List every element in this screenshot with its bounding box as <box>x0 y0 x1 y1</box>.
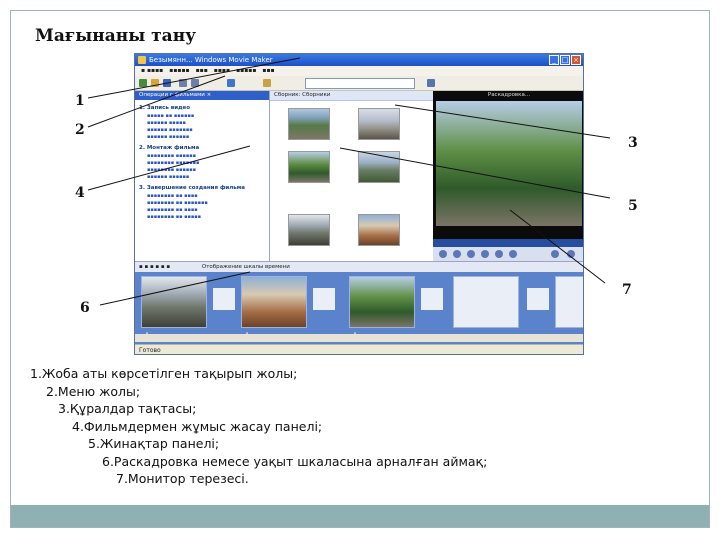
callout-1: 1 <box>75 93 85 109</box>
callout-line-1 <box>88 58 300 98</box>
legend-item: 3.Құралдар тақтасы; <box>58 401 197 416</box>
monitor-title: Раскадровка... <box>487 92 531 98</box>
callout-2: 2 <box>75 122 85 138</box>
menu-bar[interactable]: ▪ ▪▪▪▪ ▪▪▪▪▪ ▪▪▪ ▪▪▪▪ ▪▪▪▪▪ ▪▪▪ <box>135 66 583 76</box>
maximize-icon[interactable]: □ <box>561 56 569 64</box>
task-link[interactable]: ▪▪▪▪▪▪▪▪ ▪▪ ▪▪▪▪▪ <box>147 214 202 220</box>
slide-title: Мағынаны тану <box>35 26 197 46</box>
callout-6: 6 <box>80 300 90 316</box>
status-bar: Готово <box>135 344 583 355</box>
minimize-icon[interactable]: _ <box>549 55 559 65</box>
callout-line-6 <box>100 272 250 305</box>
task-link[interactable]: ▪▪▪▪▪▪▪▪ ▪▪▪▪▪▪ <box>147 167 197 173</box>
timeline-toggle[interactable]: Отображение шкалы времени <box>201 264 290 270</box>
task-section-capture[interactable]: 1. Запись видео <box>139 105 191 111</box>
task-link[interactable]: ▪▪▪▪▪ ▪▪ ▪▪▪▪▪▪ <box>147 113 195 119</box>
task-section-finish[interactable]: 3. Завершение создания фильма <box>139 185 245 191</box>
legend-item: 6.Раскадровка немесе уақыт шкаласына арналған аймақ; <box>102 453 488 469</box>
callout-line-4 <box>88 146 250 190</box>
legend-item: 1.Жоба аты көрсетілген тақырып жолы; <box>30 366 298 381</box>
task-link[interactable]: ▪▪▪▪▪▪▪▪ ▪▪▪▪▪▪▪ <box>147 160 200 166</box>
callout-5: 5 <box>628 198 638 214</box>
legend-item: 2.Меню жолы; <box>46 383 141 399</box>
task-link[interactable]: ▪▪▪▪▪▪ ▪▪▪▪▪▪ <box>147 134 190 140</box>
window-title: Безымянн... Windows Movie Maker <box>149 56 273 64</box>
legend-item: 4.Фильмдермен жұмыс жасау панелі; <box>72 418 323 434</box>
callout-7: 7 <box>622 282 632 298</box>
task-link[interactable]: ▪▪▪▪▪▪ ▪▪▪▪▪▪▪ <box>147 127 193 133</box>
task-section-edit[interactable]: 2. Монтаж фильма <box>139 145 200 151</box>
storyboard-toolbar: ▪ ▪ ▪ ▪ ▪ ▪ Отображение шкалы времени <box>135 261 583 273</box>
callout-line-2 <box>88 76 225 127</box>
task-link[interactable]: ▪▪▪▪▪▪▪▪ ▪▪ ▪▪▪▪▪▪▪ <box>147 200 208 206</box>
task-link[interactable]: ▪▪▪▪▪▪▪▪ ▪▪ ▪▪▪▪ <box>147 193 198 199</box>
callout-line-5 <box>340 148 610 198</box>
legend-item: 5.Жинақтар панелі; <box>88 436 220 451</box>
tasks-pane-header: Операции с фильмами × <box>135 91 269 100</box>
callout-line-3 <box>395 105 610 138</box>
close-icon[interactable]: × <box>571 55 581 65</box>
task-link[interactable]: ▪▪▪▪▪▪▪▪ ▪▪ ▪▪▪▪ <box>147 207 198 213</box>
collection-label: Сборник: Сборники <box>270 91 433 101</box>
callout-4: 4 <box>75 185 85 201</box>
task-link[interactable]: ▪▪▪▪▪▪ ▪▪▪▪▪ <box>147 120 186 126</box>
task-link[interactable]: ▪▪▪▪▪▪▪▪ ▪▪▪▪▪▪ <box>147 153 197 159</box>
callout-3: 3 <box>628 135 638 151</box>
callout-line-7 <box>510 210 605 283</box>
legend-item: 7.Монитор терезесі. <box>116 471 249 486</box>
task-link[interactable]: ▪▪▪▪▪▪ ▪▪▪▪▪▪ <box>147 174 190 180</box>
legend-list <box>30 365 487 488</box>
